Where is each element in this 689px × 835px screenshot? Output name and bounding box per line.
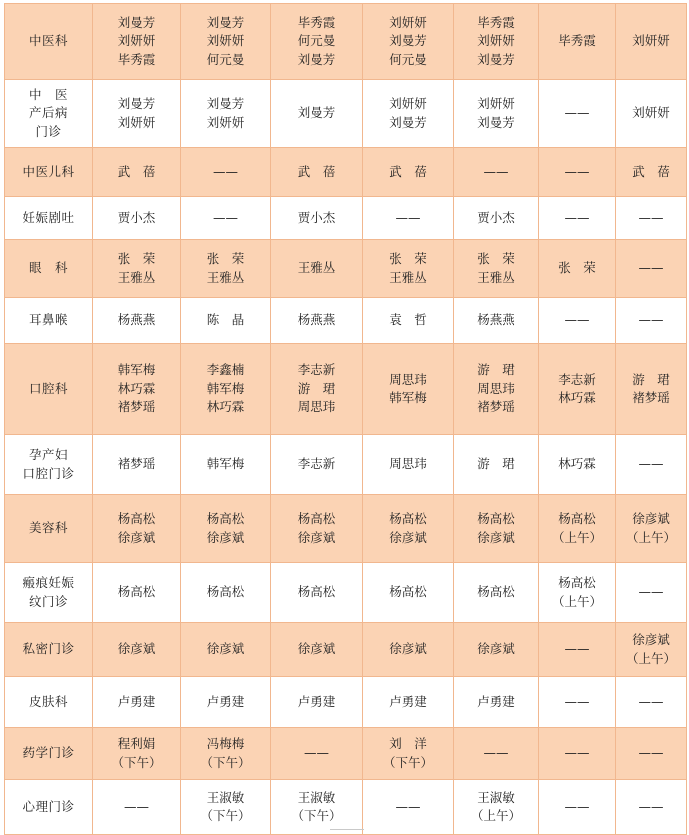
doctor-cell: 徐彦斌 （上午） [616,495,687,563]
doctor-cell: 韩军梅 林巧霖 褚梦瑶 [93,344,181,435]
doctor-cell: 王雅丛 [271,240,363,298]
schedule-row [5,677,687,728]
doctor-cell: 刘妍妍 刘曼芳 [363,80,454,148]
doctor-cell: —— [363,197,454,240]
doctor-cell: 杨高松 [93,563,181,623]
department-cell: 药学门诊 [5,728,93,780]
doctor-cell: 周思玮 韩军梅 [363,344,454,435]
schedule-row [5,240,687,298]
doctor-cell: 毕秀霞 [539,4,616,80]
doctor-cell: 王淑敏 （上午） [454,780,539,835]
doctor-cell: 王淑敏 （下午） [181,780,271,835]
doctor-cell: 张 荣 王雅丛 [181,240,271,298]
department-cell: 中 医 产后病 门诊 [5,80,93,148]
doctor-cell: 贾小杰 [271,197,363,240]
doctor-cell: 毕秀霞 何元曼 刘曼芳 [271,4,363,80]
doctor-cell: —— [616,677,687,728]
doctor-cell: 林巧霖 [539,435,616,495]
doctor-cell: —— [539,623,616,677]
schedule-row [5,344,687,435]
doctor-cell: 刘曼芳 刘妍妍 毕秀霞 [93,4,181,80]
doctor-cell: 杨高松 徐彦斌 [454,495,539,563]
doctor-cell: 徐彦斌 （上午） [616,623,687,677]
doctor-cell: —— [539,80,616,148]
doctor-cell: 李志新 林巧霖 [539,344,616,435]
doctor-cell: 贾小杰 [454,197,539,240]
doctor-cell: 刘妍妍 [616,80,687,148]
doctor-cell: 李志新 [271,435,363,495]
doctor-cell: —— [616,435,687,495]
doctor-cell: —— [616,197,687,240]
doctor-cell: 武 蓓 [363,148,454,197]
doctor-cell: 张 荣 王雅丛 [93,240,181,298]
page-edge-mark [330,829,364,830]
doctor-cell: 杨燕燕 [271,298,363,344]
doctor-cell: 刘妍妍 刘曼芳 何元曼 [363,4,454,80]
doctor-cell: 杨高松 徐彦斌 [93,495,181,563]
doctor-cell: 韩军梅 [181,435,271,495]
doctor-cell: 刘曼芳 刘妍妍 [93,80,181,148]
doctor-cell: 张 荣 [539,240,616,298]
doctor-cell: 李志新 游 珺 周思玮 [271,344,363,435]
doctor-cell: 刘曼芳 [271,80,363,148]
department-cell: 口腔科 [5,344,93,435]
department-cell: 瘢痕妊娠 纹门诊 [5,563,93,623]
department-cell: 心理门诊 [5,780,93,835]
doctor-cell: —— [539,298,616,344]
doctor-cell: 张 荣 王雅丛 [454,240,539,298]
department-cell: 中医儿科 [5,148,93,197]
doctor-cell: 游 珺 周思玮 褚梦瑶 [454,344,539,435]
department-cell: 私密门诊 [5,623,93,677]
schedule-row [5,728,687,780]
doctor-cell: 张 荣 王雅丛 [363,240,454,298]
doctor-cell: —— [616,563,687,623]
doctor-cell: 杨高松 [454,563,539,623]
doctor-cell: 程利娟 （下午） [93,728,181,780]
doctor-cell: 杨高松 [181,563,271,623]
schedule-row [5,148,687,197]
doctor-cell: 卢勇建 [181,677,271,728]
doctor-cell: 陈 晶 [181,298,271,344]
doctor-cell: 卢勇建 [454,677,539,728]
doctor-cell: 杨高松 （上午） [539,563,616,623]
doctor-cell: 刘 洋 （下午） [363,728,454,780]
doctor-cell: —— [181,148,271,197]
doctor-cell: 徐彦斌 [93,623,181,677]
doctor-cell: 徐彦斌 [363,623,454,677]
doctor-cell: —— [616,780,687,835]
department-cell: 中医科 [5,4,93,80]
doctor-cell: 褚梦瑶 [93,435,181,495]
doctor-cell: —— [616,240,687,298]
schedule-row [5,435,687,495]
doctor-cell: 杨燕燕 [454,298,539,344]
department-cell: 眼 科 [5,240,93,298]
doctor-cell: 游 珺 [454,435,539,495]
doctor-cell: 杨高松 徐彦斌 [181,495,271,563]
doctor-cell: 卢勇建 [93,677,181,728]
doctor-cell: 武 蓓 [616,148,687,197]
doctor-cell: 卢勇建 [271,677,363,728]
doctor-cell: —— [539,780,616,835]
doctor-cell: —— [539,148,616,197]
schedule-row [5,80,687,148]
doctor-cell: 刘曼芳 刘妍妍 何元曼 [181,4,271,80]
doctor-cell: 毕秀霞 刘妍妍 刘曼芳 [454,4,539,80]
doctor-cell: 冯梅梅 （下午） [181,728,271,780]
doctor-cell: 武 蓓 [93,148,181,197]
schedule-row [5,495,687,563]
doctor-cell: 游 珺 褚梦瑶 [616,344,687,435]
department-cell: 孕产妇 口腔门诊 [5,435,93,495]
doctor-cell: 徐彦斌 [181,623,271,677]
department-cell: 美容科 [5,495,93,563]
department-cell: 耳鼻喉 [5,298,93,344]
schedule-row [5,563,687,623]
doctor-cell: 袁 哲 [363,298,454,344]
schedule-row [5,4,687,80]
schedule-body [5,4,687,835]
doctor-cell: 杨高松 （上午） [539,495,616,563]
doctor-cell: 杨高松 徐彦斌 [271,495,363,563]
schedule-row [5,780,687,835]
doctor-cell: —— [539,197,616,240]
doctor-cell: 刘妍妍 [616,4,687,80]
doctor-cell: 王淑敏 （下午） [271,780,363,835]
doctor-cell: 杨燕燕 [93,298,181,344]
doctor-cell: —— [539,728,616,780]
doctor-cell: 杨高松 徐彦斌 [363,495,454,563]
doctor-cell: 武 蓓 [271,148,363,197]
doctor-cell: 徐彦斌 [271,623,363,677]
doctor-cell: 杨高松 [363,563,454,623]
doctor-cell: 杨高松 [271,563,363,623]
doctor-cell: —— [539,677,616,728]
doctor-cell: —— [181,197,271,240]
doctor-cell: 卢勇建 [363,677,454,728]
schedule-row [5,298,687,344]
doctor-cell: —— [616,298,687,344]
doctor-cell: 刘曼芳 刘妍妍 [181,80,271,148]
clinic-schedule-table [4,3,687,835]
doctor-cell: —— [454,728,539,780]
department-cell: 皮肤科 [5,677,93,728]
doctor-cell: —— [454,148,539,197]
doctor-cell: 周思玮 [363,435,454,495]
doctor-cell: 刘妍妍 刘曼芳 [454,80,539,148]
doctor-cell: —— [616,728,687,780]
schedule-row [5,197,687,240]
schedule-row [5,623,687,677]
doctor-cell: 贾小杰 [93,197,181,240]
doctor-cell: —— [93,780,181,835]
doctor-cell: 徐彦斌 [454,623,539,677]
doctor-cell: —— [363,780,454,835]
department-cell: 妊娠剧吐 [5,197,93,240]
doctor-cell: 李鑫楠 韩军梅 林巧霖 [181,344,271,435]
doctor-cell: —— [271,728,363,780]
